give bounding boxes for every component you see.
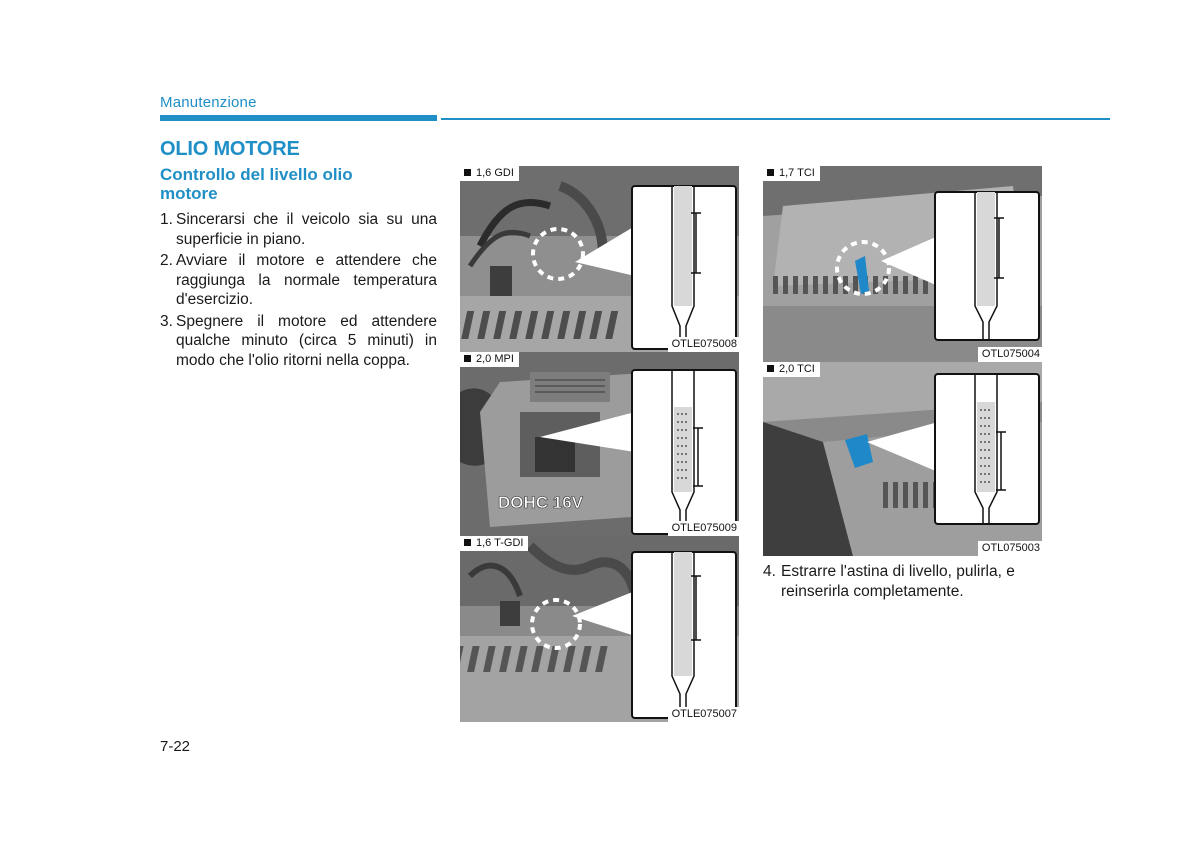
engine-illustration [460,536,739,722]
header-rule-thick [160,115,437,121]
section-subtitle: Controllo del livello olio motore [160,165,353,203]
figure-label [460,166,519,181]
figure-1-7-tci [763,166,1042,362]
figure-code: OTL075003 [978,541,1042,556]
figure-label-text: 2,0 TCI [779,363,815,375]
figure-code: OTLE075007 [668,707,739,722]
engine-illustration [460,352,739,536]
step-item [763,562,1042,601]
step-item [160,251,437,310]
square-bullet-icon [464,355,471,362]
figure-code: OTLE075009 [668,521,739,536]
section-label: Manutenzione [160,94,257,111]
figure-label-text: 1,7 TCI [779,167,815,179]
step-text: Estrarre l'astina di livello, pulirla, e reinserirla completamente. [781,563,1015,600]
steps-list [160,210,437,372]
engine-illustration [460,166,739,352]
page-title: OLIO MOTORE [160,138,300,160]
figure-code: OTLE075008 [668,337,739,352]
figure-2-0-tci [763,362,1042,556]
figure-2-0-mpi [460,352,739,536]
square-bullet-icon [464,169,471,176]
figure-label-text: 1,6 T-GDI [476,537,524,549]
step-number: 1. [160,211,173,228]
step-number: 2. [160,252,173,269]
header-rule-thin [441,118,1110,120]
engine-illustration [763,166,1042,362]
square-bullet-icon [464,539,471,546]
engine-illustration [763,362,1042,556]
step-number: 4. [763,563,776,580]
step-item [160,312,437,371]
step-item [160,210,437,249]
figure-label [460,536,528,551]
square-bullet-icon [767,365,774,372]
step-text: Sincerarsi che il veicolo sia su una superficie in piano. [176,211,437,248]
page-number: 7-22 [160,738,191,755]
figure-label-text: 1,6 GDI [476,167,514,179]
figure-label [763,362,820,377]
figure-code: OTL075004 [978,347,1042,362]
step-number: 3. [160,312,173,330]
square-bullet-icon [767,169,774,176]
step-text: Spegnere il motore ed attendere qualche minuto (circa 5 minuti) in modo che l'olio ritorni nella coppa. [176,312,437,369]
figure-label-text: 2,0 MPI [476,353,514,365]
figure-1-6-t-gdi [460,536,739,722]
figure-label [763,166,820,181]
step-text: Avviare il motore e attendere che raggiunga la normale temperatura d'esercizio. [176,252,437,308]
figure-1-6-gdi [460,166,739,352]
engine-cover-text: DOHC 16V [498,493,584,512]
figure-label [460,352,519,367]
